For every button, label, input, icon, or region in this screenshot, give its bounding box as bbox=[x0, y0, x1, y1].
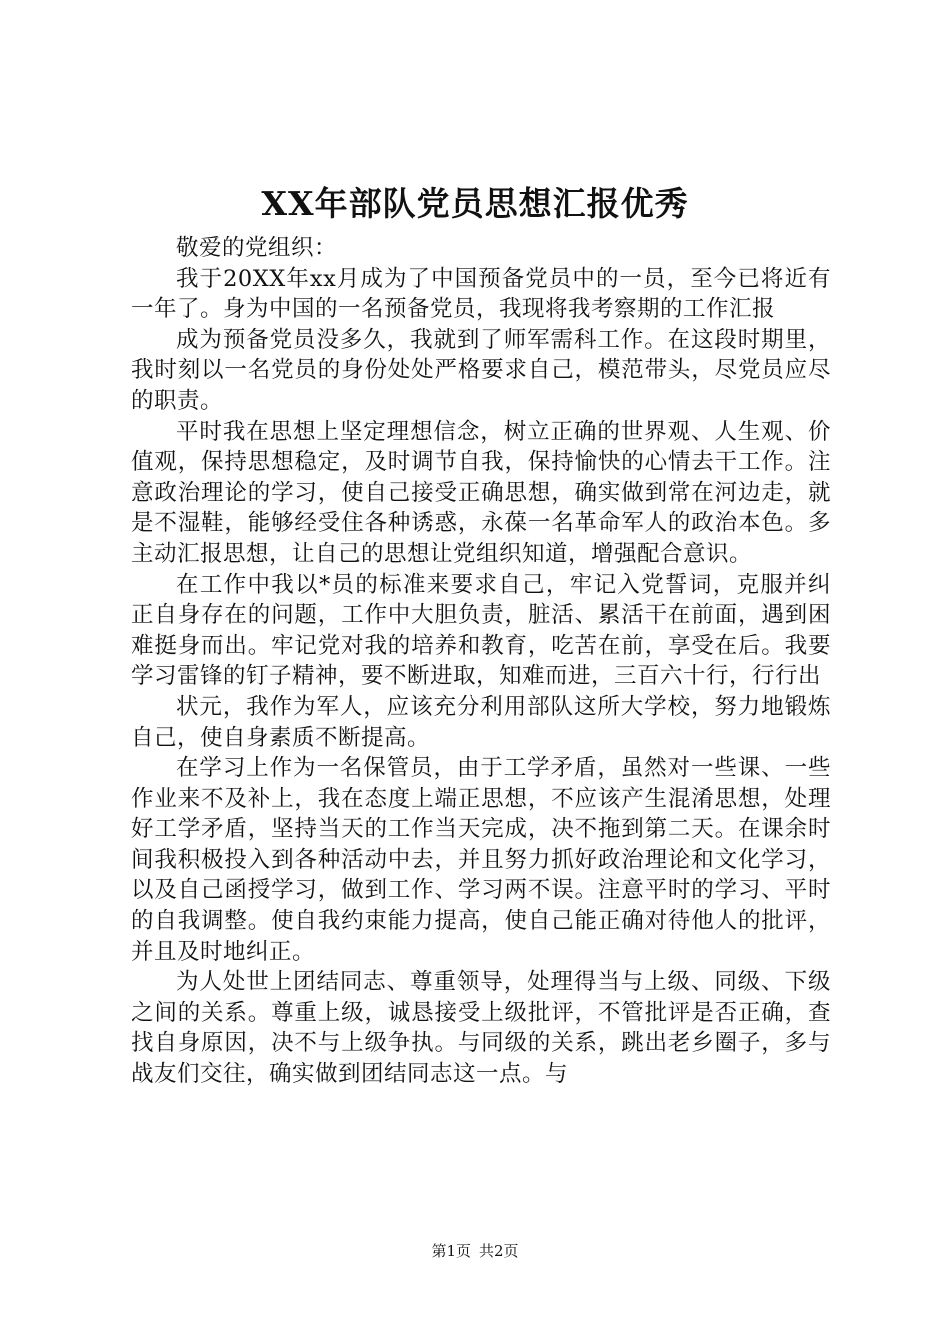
document-body bbox=[131, 233, 831, 1090]
paragraph-7: 为人处世上团结同志、尊重领导，处理得当与上级、同级、下级之间的关系。尊重上级，诚恳接受上级批评，不管批评是否正确，查找自身原因，决不与上级争执。与同级的关系，跳出老乡圈子，多与战友们交往，确实做到团结同志这一点。与 bbox=[131, 969, 831, 1088]
paragraph-4: 在工作中我以*员的标准来要求自己，牢记入党誓词，克服并纠正自身存在的问题，工作中大胆负责，脏活、累活干在前面，遇到困难挺身而出。牢记党对我的培养和教育，吃苦在前，享受在后。我要学习雷锋的钉子精神，要不断进取，知难而进，三百六十行，行行出 bbox=[131, 571, 831, 690]
page-footer bbox=[0, 1241, 950, 1261]
paragraph-1: 我于20XX年xx月成为了中国预备党员中的一员，至今已将近有一年了。身为中国的一名预备党员，我现将我考察期的工作汇报 bbox=[131, 265, 831, 323]
document-title: XX年部队党员思想汇报优秀 bbox=[261, 184, 689, 223]
salutation: 敬爱的党组织： bbox=[176, 235, 338, 261]
page-number: 第1页 bbox=[431, 1242, 471, 1260]
paragraph-2: 成为预备党员没多久，我就到了师军需科工作。在这段时期里，我时刻以一名党员的身份处处严格要求自己，模范带头，尽党员应尽的职责。 bbox=[131, 326, 831, 414]
page-total: 共2页 bbox=[479, 1242, 519, 1260]
paragraph-3: 平时我在思想上坚定理想信念，树立正确的世界观、人生观、价值观，保持思想稳定，及时调节自我，保持愉快的心情去干工作。注意政治理论的学习，使自己接受正确思想，确实做到常在河边走，就是不湿鞋，能够经受住各种诱惑，永葆一名革命军人的政治本色。多主动汇报思想，让自己的思想让党组织知道，增强配合意识。 bbox=[131, 418, 831, 567]
paragraph-5: 状元，我作为军人，应该充分利用部队这所大学校，努力地锻炼自己，使自身素质不断提高。 bbox=[131, 693, 831, 751]
paragraph-6: 在学习上作为一名保管员，由于工学矛盾，虽然对一些课、一些作业来不及补上，我在态度上端正思想，不应该产生混淆思想，处理好工学矛盾，坚持当天的工作当天完成，决不拖到第二天。在课余时间我积极投入到各种活动中去，并且努力抓好政治理论和文化学习，以及自己函授学习，做到工作、学习两不误。注意平时的学习、平时的自我调整。使自我约束能力提高，使自己能正确对待他人的批评，并且及时地纠正。 bbox=[131, 755, 831, 965]
